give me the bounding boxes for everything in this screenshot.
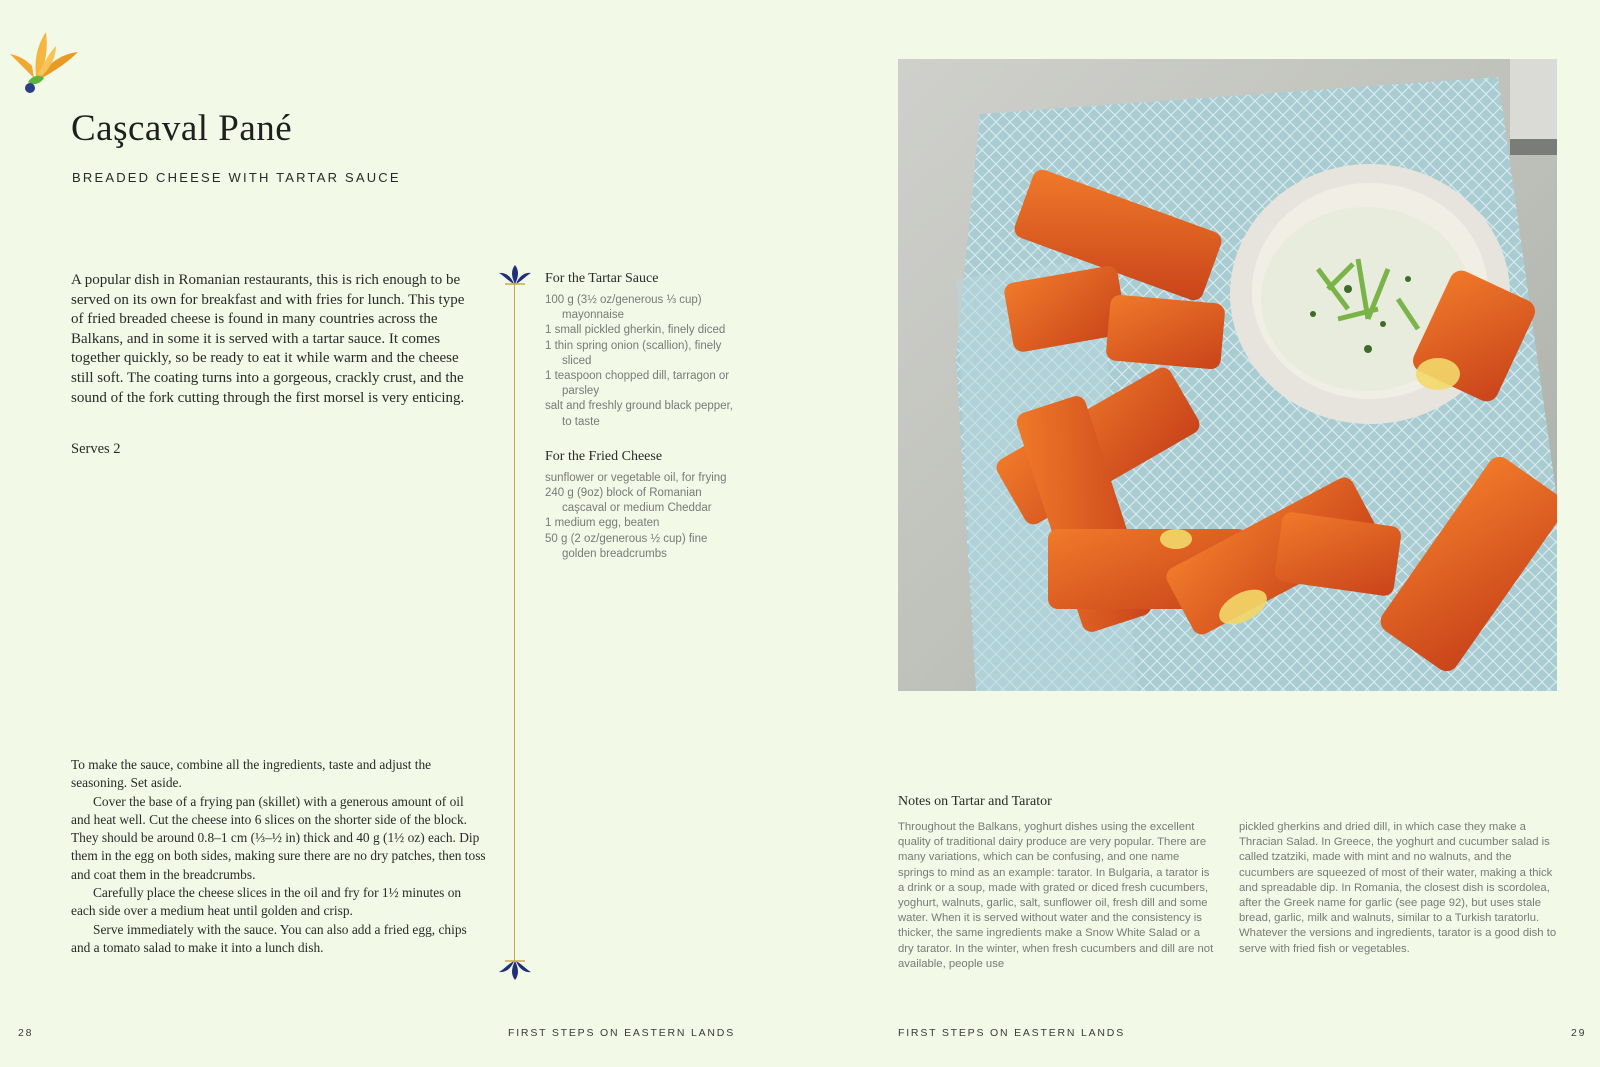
- notes-column-2: pickled gherkins and dried dill, in which case they make a Thracian Salad. In Greece, the yoghurt and cucumber salad is called tzatziki, made with mint and no walnuts, and the cucumbers are squeezed of most of their water, making a thick and spreadable dip. In Romania, the closest dish is scordolea, after the Greek name for garlic (see page 92), but uses stale bread, garlic, milk and walnuts, similar to a Turkish taratorlu. Whatever the versions and ingredients, tarator is a good dish to serve with fried fish or vegetables.: [1239, 821, 1557, 955]
- method-step: Cover the base of a frying pan (skillet) with a generous amount of oil and heat well. Cut the cheese into 6 slices on the shorter side of the block. They should be around 0.8–1 cm (⅓–½ in) thick and 40 g (1½ oz) each. Dip them in the egg on both sides, making sure there are no dry patches, then toss and coat them in the breadcrumbs.: [71, 793, 486, 882]
- ingredient-item: 1 small pickled gherkin, finely diced: [545, 324, 726, 337]
- page-number-right: 29: [1571, 1027, 1587, 1039]
- ingredient-item: 1 teaspoon chopped dill, tarragon or parsley: [545, 370, 730, 398]
- running-footer-left: FIRST STEPS ON EASTERN LANDS: [508, 1027, 735, 1039]
- method-step: Serve immediately with the sauce. You can also add a fried egg, chips and a tomato salad to make it into a lunch dish.: [71, 921, 467, 955]
- flower-logo-icon: [4, 18, 80, 94]
- ingredients-panel: [545, 271, 745, 562]
- recipe-serves: Serves 2: [71, 441, 121, 457]
- running-footer-right: FIRST STEPS ON EASTERN LANDS: [898, 1027, 1125, 1039]
- recipe-title: Caşcaval Pané: [71, 108, 293, 149]
- recipe-intro: A popular dish in Romanian restaurants, this is rich enough to be served on its own for breakfast and with fries for lunch. This type of fried breaded cheese is found in many countries across the Balkans, and in some it is served with a tartar sauce. It comes together quickly, so be ready to eat it while warm and the cheese still soft. The coating turns into a gorgeous, crackly crust, and the sound of the fork cutting through the first morsel is very enticing.: [71, 272, 465, 406]
- ingredients-list: [545, 293, 745, 430]
- ingredients-tartar: [545, 271, 745, 430]
- ingredient-item: sunflower or vegetable oil, for frying: [545, 471, 727, 484]
- ingredients-heading: For the Fried Cheese: [545, 448, 663, 464]
- method-step: Carefully place the cheese slices in the oil and fry for 1½ minutes on each side over a medium heat until golden and crisp.: [71, 885, 462, 919]
- lotus-ornament-bottom-icon: [497, 959, 533, 981]
- column-divider: [514, 279, 515, 965]
- ingredients-heading: For the Tartar Sauce: [545, 271, 659, 286]
- method-step: To make the sauce, combine all the ingredients, taste and adjust the seasoning. Set aside.: [71, 757, 432, 791]
- ingredients-cheese: [545, 449, 745, 562]
- ingredient-item: 1 thin spring onion (scallion), finely sliced: [545, 339, 722, 367]
- ingredient-item: salt and freshly ground black pepper, to taste: [545, 400, 733, 428]
- page-number-left: 28: [18, 1027, 34, 1039]
- ingredient-item: 1 medium egg, beaten: [545, 517, 660, 530]
- food-photo: [898, 59, 1557, 691]
- notes-heading: Notes on Tartar and Tarator: [898, 794, 1052, 809]
- recipe-subtitle: BREADED CHEESE WITH TARTAR SAUCE: [72, 170, 401, 185]
- ingredients-list: [545, 471, 745, 562]
- lotus-ornament-top-icon: [497, 264, 533, 286]
- notes-column-1: Throughout the Balkans, yoghurt dishes using the excellent quality of traditional dairy produce are very popular. There are many variations, which can be confusing, and one name springs to mind as an example: tarator. In Bulgaria, a tarator is a drink or a soup, made with grated or diced fresh cucumbers, yoghurt, walnuts, garlic, salt, sunflower oil, fresh dill and some water. When it is served without water and the consistency is thicker, the same ingredients make a Snow White Salad or a dry tarator. In the winter, when fresh cucumbers and dill are not available, people use: [898, 821, 1214, 970]
- ingredient-item: 240 g (9oz) block of Romanian caşcaval or medium Cheddar: [545, 487, 712, 515]
- recipe-method: [71, 756, 486, 957]
- ingredient-item: 100 g (3½ oz/generous ⅓ cup) mayonnaise: [545, 294, 702, 322]
- ingredient-item: 50 g (2 oz/generous ½ cup) fine golden breadcrumbs: [545, 532, 708, 560]
